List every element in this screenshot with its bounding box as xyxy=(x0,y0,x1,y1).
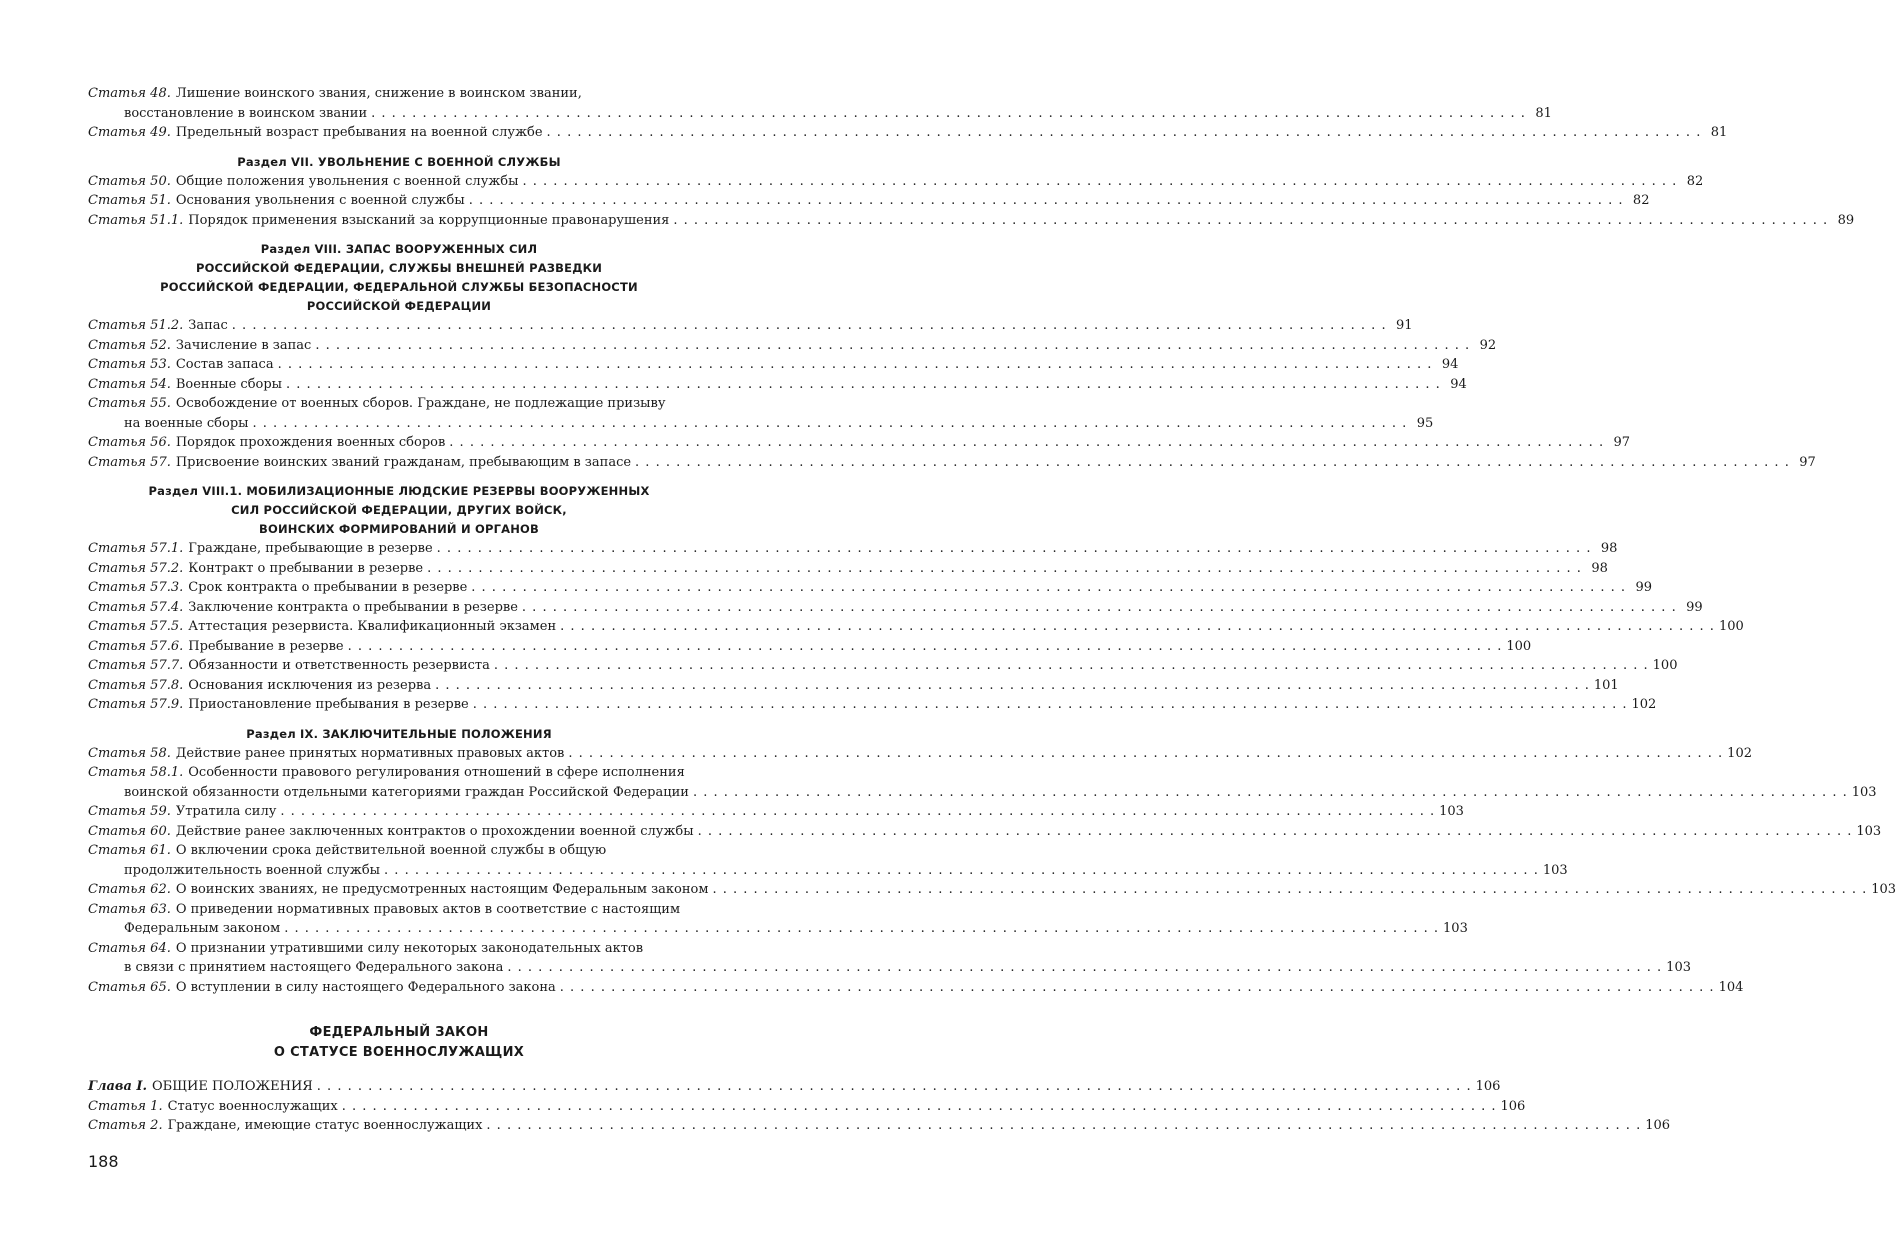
leader-dots xyxy=(435,676,1590,696)
entry-title-cont: на военные сборы xyxy=(124,415,249,431)
leader-dots xyxy=(473,695,1628,715)
entry-label: Статья 59. xyxy=(88,804,171,819)
entry-label: Статья 58.1. xyxy=(88,765,184,780)
entry-page: 100 xyxy=(1718,619,1744,634)
entry-title: Запас xyxy=(188,318,228,333)
section-heading-line: РОССИЙСКОЙ ФЕДЕРАЦИИ xyxy=(306,299,492,313)
entry-title: О включении срока действительной военной службы в общую xyxy=(175,843,607,858)
entry-label: Статья 57.9. xyxy=(88,697,184,712)
toc-entry xyxy=(88,453,1816,473)
section-heading-line: Раздел VIII. ЗАПАС ВООРУЖЕННЫХ СИЛ xyxy=(260,242,538,256)
entry-page: 100 xyxy=(1652,658,1678,673)
entry-page: 99 xyxy=(1686,599,1703,615)
toc-entry xyxy=(88,822,1882,842)
leader-dots xyxy=(494,656,1649,676)
leader-dots xyxy=(232,316,1387,336)
entry-label: Статья 57.4. xyxy=(88,599,184,615)
entry-label: Статья 48. xyxy=(88,86,171,101)
chapter-entry xyxy=(88,1077,1501,1097)
table-of-contents xyxy=(88,84,1896,1136)
toc-entry xyxy=(88,191,1650,211)
entry-page: 106 xyxy=(1645,1118,1671,1133)
leader-dots xyxy=(348,637,1503,657)
leader-dots xyxy=(522,172,1677,192)
leader-dots xyxy=(568,744,1723,764)
leader-dots xyxy=(342,1097,1497,1117)
leader-dots xyxy=(635,453,1790,473)
entry-title-cont: Федеральным законом xyxy=(124,921,281,936)
toc-entry-continuation xyxy=(88,783,1877,803)
leader-dots xyxy=(427,559,1582,579)
leader-dots xyxy=(449,433,1604,453)
entry-label: Статья 2. xyxy=(88,1118,163,1133)
leader-dots xyxy=(486,1116,1641,1136)
leader-dots xyxy=(693,783,1848,803)
section-heading xyxy=(88,482,710,539)
entry-title: Обязанности и ответственность резервиста xyxy=(188,658,490,673)
entry-label: Статья 57.6. xyxy=(88,638,184,654)
toc-entry-continuation xyxy=(88,104,1552,124)
section-heading-line: РОССИЙСКОЙ ФЕДЕРАЦИИ, СЛУЖБЫ ВНЕШНЕЙ РАЗВЕДКИ xyxy=(195,261,603,275)
entry-page: 103 xyxy=(1856,823,1882,839)
entry-label: Статья 57.5. xyxy=(88,619,184,634)
entry-label: Статья 57.8. xyxy=(88,677,184,693)
entry-label: Статья 49. xyxy=(88,125,171,140)
section-heading-line: Раздел IX. ЗАКЛЮЧИТЕЛЬНЫЕ ПОЛОЖЕНИЯ xyxy=(246,726,552,741)
law-title-line: ФЕДЕРАЛЬНЫЙ ЗАКОН xyxy=(309,1025,489,1040)
entry-title-cont: в связи с принятием настоящего Федерального закона xyxy=(124,960,504,975)
entry-page: 103 xyxy=(1871,882,1896,897)
toc-entry xyxy=(88,355,1459,375)
section-heading-line: СИЛ РОССИЙСКОЙ ФЕДЕРАЦИИ, ДРУГИХ ВОЙСК, xyxy=(231,503,567,517)
entry-label: Статья 50. xyxy=(88,173,171,189)
entry-title: Особенности правового регулирования отношений в сфере исполнения xyxy=(188,765,685,780)
entry-title: Действие ранее заключенных контрактов о прохождении военной службы xyxy=(175,823,694,839)
toc-entry xyxy=(88,802,1464,822)
entry-title: Срок контракта о пребывании в резерве xyxy=(188,580,468,595)
entry-label: Статья 65. xyxy=(88,979,171,995)
toc-entry xyxy=(88,841,710,861)
toc-group-top xyxy=(88,84,1728,143)
toc-entry-continuation xyxy=(88,919,1468,939)
entry-page: 104 xyxy=(1718,979,1744,995)
entry-label: Статья 60. xyxy=(88,823,171,839)
leader-dots xyxy=(673,211,1828,231)
entry-label: Статья 63. xyxy=(88,901,171,917)
leader-dots xyxy=(317,1077,1472,1097)
toc-entry xyxy=(88,539,1618,559)
section-heading-line: РОССИЙСКОЙ ФЕДЕРАЦИИ, ФЕДЕРАЛЬНОЙ СЛУЖБЫ БЕЗОПАСНОСТИ xyxy=(160,280,638,294)
toc-entry-continuation xyxy=(88,861,1568,881)
leader-dots xyxy=(437,539,1592,559)
entry-page: 102 xyxy=(1727,745,1752,761)
leader-dots xyxy=(284,919,1439,939)
entry-title: Приостановление пребывания в резерве xyxy=(188,697,469,712)
entry-title: Присвоение воинских званий гражданам, пребывающим в запасе xyxy=(175,454,632,470)
entry-title-cont: воинской обязанности отдельными категориями граждан Российской Федерации xyxy=(124,784,689,800)
entry-label: Статья 57.7. xyxy=(88,658,184,673)
toc-entry xyxy=(88,617,1744,637)
toc-entry xyxy=(88,394,710,414)
entry-title: Общие положения увольнения с военной службы xyxy=(175,173,519,189)
leader-dots xyxy=(253,414,1408,434)
entry-title: Основания исключения из резерва xyxy=(188,677,432,693)
entry-title: Аттестация резервиста. Квалификационный экзамен xyxy=(188,619,557,634)
entry-label: Статья 52. xyxy=(88,337,171,353)
entry-title: О приведении нормативных правовых актов в соответствие с настоящим xyxy=(175,901,681,917)
entry-label: Статья 62. xyxy=(88,882,171,897)
entry-title: Действие ранее принятых нормативных правовых актов xyxy=(175,745,565,761)
section-heading-line: ВОИНСКИХ ФОРМИРОВАНИЙ И ОРГАНОВ xyxy=(259,522,539,536)
toc-entry xyxy=(88,433,1631,453)
toc-entry xyxy=(88,939,710,959)
entry-title: Порядок применения взысканий за коррупционные правонарушения xyxy=(188,212,670,228)
entry-label: Статья 57.2. xyxy=(88,560,184,576)
entry-page: 81 xyxy=(1710,125,1728,140)
entry-page: 98 xyxy=(1600,541,1618,556)
entry-title: Граждане, имеющие статус военнослужащих xyxy=(167,1118,483,1133)
entry-title: Заключение контракта о пребывании в резерве xyxy=(188,599,518,615)
entry-label: Статья 56. xyxy=(88,435,171,450)
page-number: 188 xyxy=(88,1152,119,1171)
entry-label: Статья 51.2. xyxy=(88,318,184,333)
toc-entry-continuation xyxy=(88,414,1434,434)
entry-page: 94 xyxy=(1450,376,1467,392)
law-title xyxy=(88,1023,710,1063)
toc-entry xyxy=(88,559,1608,579)
entry-title: Освобождение от военных сборов. Граждане, не подлежащие призыву xyxy=(175,396,666,411)
toc-entry xyxy=(88,578,1653,598)
entry-title: О воинских званиях, не предусмотренных настоящим Федеральным законом xyxy=(175,882,709,897)
law-title-line: О СТАТУСЕ ВОЕННОСЛУЖАЩИХ xyxy=(273,1045,525,1060)
entry-title: Состав запаса xyxy=(175,357,274,372)
leader-dots xyxy=(522,598,1677,618)
entry-page: 97 xyxy=(1613,435,1631,450)
chapter-page: 106 xyxy=(1475,1079,1501,1094)
entry-page: 81 xyxy=(1535,105,1552,121)
leader-dots xyxy=(471,578,1626,598)
entry-page: 97 xyxy=(1799,454,1816,470)
entry-title: Пребывание в резерве xyxy=(188,638,344,654)
entry-page: 103 xyxy=(1542,862,1568,878)
entry-label: Статья 64. xyxy=(88,940,171,956)
entry-page: 99 xyxy=(1635,580,1653,595)
toc-entry xyxy=(88,744,1752,764)
entry-page: 92 xyxy=(1479,337,1497,353)
toc-entry xyxy=(88,316,1413,336)
entry-label: Статья 53. xyxy=(88,357,171,372)
toc-entry xyxy=(88,695,1657,715)
leader-dots xyxy=(280,802,1435,822)
entry-page: 100 xyxy=(1506,638,1532,654)
toc-entry xyxy=(88,763,710,783)
entry-label: Статья 55. xyxy=(88,396,171,411)
toc-entry xyxy=(88,1097,1526,1117)
entry-title: Зачисление в запас xyxy=(175,337,312,353)
entry-title: О признании утратившими силу некоторых законодательных актов xyxy=(175,940,644,956)
entry-page: 98 xyxy=(1591,560,1608,576)
entry-label: Статья 51. xyxy=(88,193,171,208)
section-heading xyxy=(88,240,710,316)
leader-dots xyxy=(469,191,1624,211)
leader-dots xyxy=(560,978,1715,998)
toc-entry xyxy=(88,598,1703,618)
entry-title: Предельный возраст пребывания на военной службе xyxy=(175,125,543,140)
leader-dots xyxy=(315,336,1470,356)
entry-label: Статья 58. xyxy=(88,745,171,761)
entry-page: 103 xyxy=(1439,804,1464,819)
entry-page: 102 xyxy=(1631,697,1657,712)
entry-title: Порядок прохождения военных сборов xyxy=(175,435,446,450)
toc-entry xyxy=(88,172,1704,192)
entry-title-cont: продолжительность военной службы xyxy=(124,862,381,878)
toc-entry xyxy=(88,900,710,920)
entry-page: 82 xyxy=(1632,193,1650,208)
leader-dots xyxy=(560,617,1715,637)
entry-label: Статья 57. xyxy=(88,454,171,470)
entry-page: 106 xyxy=(1500,1098,1526,1114)
entry-title-cont: восстановление в воинском звании xyxy=(124,105,368,121)
toc-entry xyxy=(88,211,1855,231)
entry-title: О вступлении в силу настоящего Федерального закона xyxy=(175,979,556,995)
entry-title: Статус военнослужащих xyxy=(167,1098,338,1114)
entry-page: 101 xyxy=(1593,677,1619,693)
toc-entry xyxy=(88,336,1497,356)
entry-page: 103 xyxy=(1443,921,1468,936)
section-heading xyxy=(88,725,710,744)
toc-entry xyxy=(88,978,1744,998)
chapter-label: Глава I. xyxy=(88,1079,148,1094)
leader-dots xyxy=(507,958,1662,978)
entry-title: Военные сборы xyxy=(175,376,283,392)
entry-page: 95 xyxy=(1416,415,1434,431)
section-heading-line: Раздел VII. УВОЛЬНЕНИЕ С ВОЕННОЙ СЛУЖБЫ xyxy=(237,154,561,169)
entry-label: Статья 51.1. xyxy=(88,212,184,228)
entry-title: Контракт о пребывании в резерве xyxy=(188,560,424,576)
entry-page: 103 xyxy=(1851,784,1877,800)
section-heading-line: Раздел VIII.1. МОБИЛИЗАЦИОННЫЕ ЛЮДСКИЕ РЕЗЕРВЫ ВООРУЖЕННЫХ xyxy=(148,484,650,498)
entry-page: 91 xyxy=(1396,318,1413,333)
leader-dots xyxy=(371,104,1526,124)
toc-entry xyxy=(88,656,1678,676)
leader-dots xyxy=(278,355,1433,375)
entry-label: Статья 61. xyxy=(88,843,171,858)
entry-title: Граждане, пребывающие в резерве xyxy=(188,541,433,556)
leader-dots xyxy=(384,861,1539,881)
toc-entry xyxy=(88,123,1728,143)
toc-entry xyxy=(88,1116,1671,1136)
entry-page: 89 xyxy=(1837,212,1855,228)
entry-label: Статья 57.3. xyxy=(88,580,184,595)
entry-label: Статья 54. xyxy=(88,376,171,392)
toc-entry xyxy=(88,880,1896,900)
toc-entry xyxy=(88,637,1532,657)
toc-entry xyxy=(88,84,710,104)
leader-dots xyxy=(286,375,1441,395)
toc-entry-continuation xyxy=(88,958,1691,978)
entry-title: Лишение воинского звания, снижение в воинском звании, xyxy=(175,86,582,101)
chapter-title: ОБЩИЕ ПОЛОЖЕНИЯ xyxy=(152,1079,313,1094)
entry-page: 82 xyxy=(1686,173,1704,189)
entry-page: 103 xyxy=(1666,960,1691,975)
entry-title: Основания увольнения с военной службы xyxy=(175,193,465,208)
leader-dots xyxy=(698,822,1853,842)
entry-label: Статья 1. xyxy=(88,1098,163,1114)
entry-page: 94 xyxy=(1441,357,1459,372)
leader-dots xyxy=(547,123,1702,143)
entry-title: Утратила силу xyxy=(175,804,277,819)
leader-dots xyxy=(712,880,1867,900)
section-heading xyxy=(88,153,710,172)
toc-entry xyxy=(88,375,1467,395)
toc-entry xyxy=(88,676,1619,696)
entry-label: Статья 57.1. xyxy=(88,541,184,556)
